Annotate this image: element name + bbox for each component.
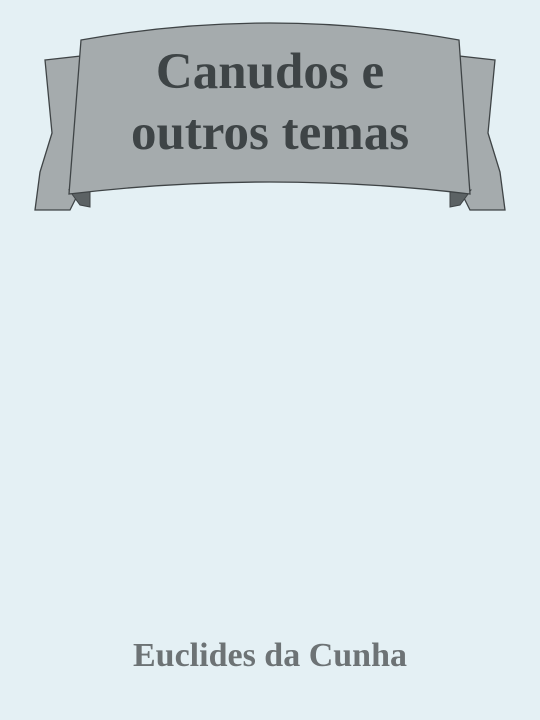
author-name: Euclides da Cunha [133,637,407,674]
title-line-2: outros temas [130,105,410,161]
title-line-1: Canudos e [155,44,385,100]
book-title [80,42,460,182]
